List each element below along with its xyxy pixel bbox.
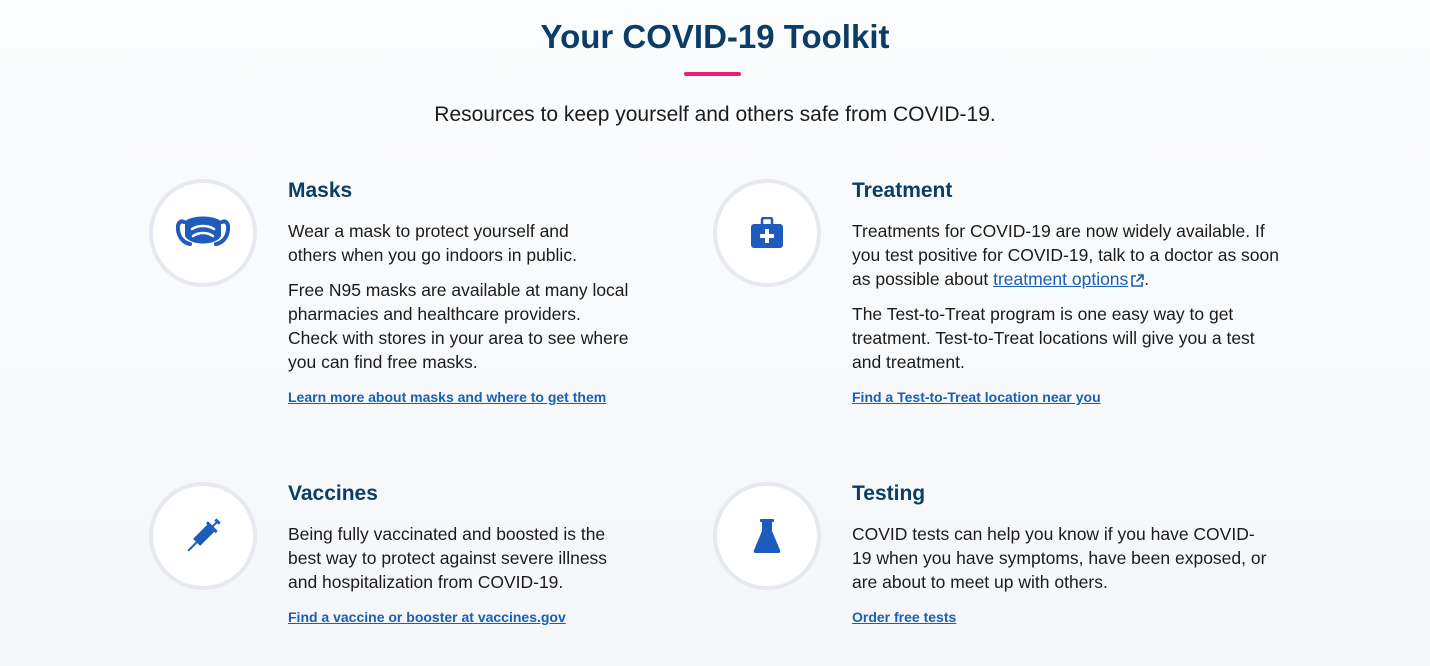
- treatment-options-link[interactable]: treatment options: [993, 269, 1129, 289]
- vaccines-card: [288, 481, 718, 627]
- treatment-paragraph-1-end: .: [1144, 269, 1150, 289]
- treatment-paragraph-1-text: Treatments for COVID-19 are now widely available. If you test positive for COVID-19, talk to a doctor as soon as possible about: [852, 221, 1280, 289]
- testing-card: [852, 481, 1292, 627]
- first-aid-kit-icon: [750, 217, 784, 249]
- flask-icon: [753, 518, 781, 554]
- masks-paragraph-2: Free N95 masks are available at many local pharmacies and healthcare providers. Check with stores in your area to see where you can find free masks.: [288, 280, 629, 372]
- vaccines-icon-circle: [149, 482, 257, 590]
- testing-icon-circle: [713, 482, 821, 590]
- testing-paragraph-1: COVID tests can help you know if you have COVID-19 when you have symptoms, have been exposed, or are about to meet up with others.: [852, 524, 1267, 592]
- test-to-treat-link[interactable]: Find a Test-to-Treat location near you: [852, 389, 1101, 405]
- order-free-tests-link[interactable]: Order free tests: [852, 609, 957, 625]
- external-link-icon: [1131, 274, 1144, 287]
- masks-icon-circle: [149, 179, 257, 287]
- masks-learn-more-link[interactable]: Learn more about masks and where to get them: [288, 389, 607, 405]
- title-accent-underline: [684, 72, 741, 76]
- masks-paragraph-1: Wear a mask to protect yourself and others when you go indoors in public.: [288, 221, 577, 265]
- testing-title: Testing: [852, 482, 926, 505]
- treatment-paragraph-1: [852, 219, 1282, 291]
- masks-card: [288, 178, 718, 407]
- treatment-title: Treatment: [852, 179, 953, 202]
- syringe-icon: [183, 516, 223, 556]
- vaccines-paragraph-1: Being fully vaccinated and boosted is the best way to protect against severe illness and hospitalization from COVID-19.: [288, 524, 608, 592]
- treatment-paragraph-2: The Test-to-Treat program is one easy way to get treatment. Test-to-Treat locations will give you a test and treatment.: [852, 304, 1255, 372]
- page-title: Your COVID-19 Toolkit: [540, 18, 890, 55]
- treatment-icon-circle: [713, 179, 821, 287]
- masks-title: Masks: [288, 179, 353, 202]
- mask-icon: [176, 216, 230, 250]
- page-subtitle: Resources to keep yourself and others safe from COVID-19.: [434, 103, 996, 126]
- vaccines-title: Vaccines: [288, 482, 378, 505]
- treatment-card: [852, 178, 1292, 407]
- find-vaccine-link[interactable]: Find a vaccine or booster at vaccines.gov: [288, 609, 566, 625]
